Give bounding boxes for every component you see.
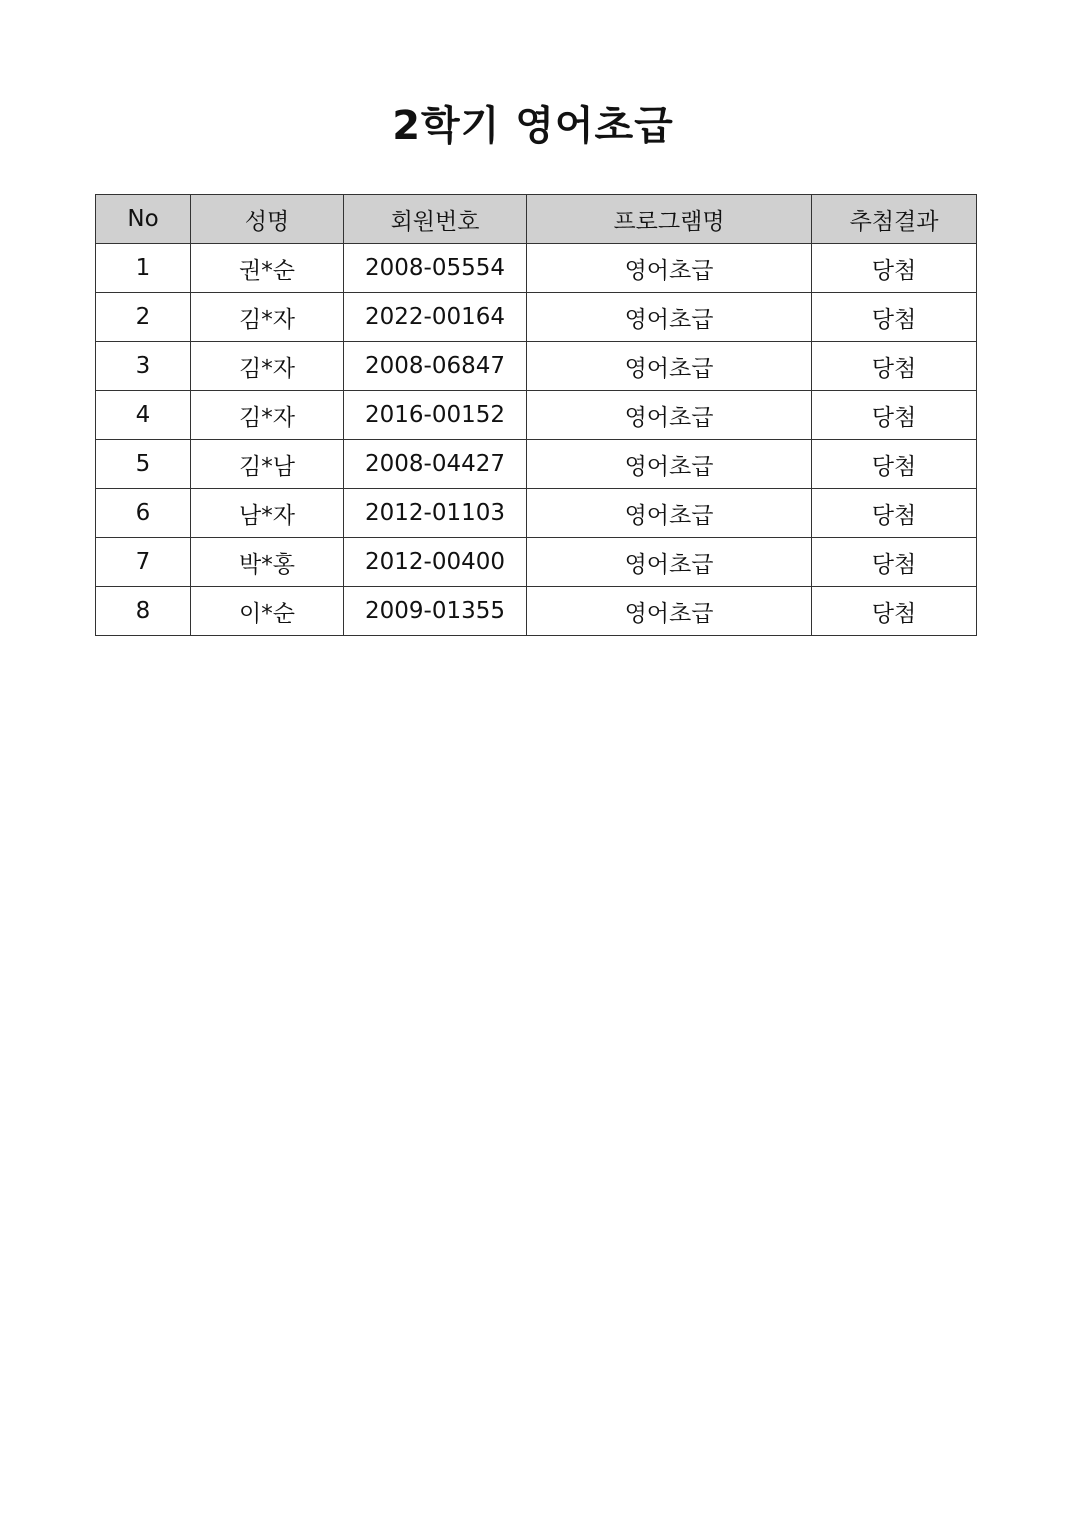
table-row [96,440,977,489]
table-row [96,391,977,440]
table-row [96,342,977,391]
cell-member-number: 2008-04427 [344,440,527,489]
cell-lottery-result: 당첨 [812,342,977,391]
cell-member-number: 2022-00164 [344,293,527,342]
lottery-result-table [95,194,977,636]
cell-no: 1 [96,244,191,293]
cell-no: 5 [96,440,191,489]
table-row [96,489,977,538]
cell-lottery-result: 당첨 [812,391,977,440]
cell-no: 3 [96,342,191,391]
cell-name: 김*남 [191,440,344,489]
cell-member-number: 2016-00152 [344,391,527,440]
cell-lottery-result: 당첨 [812,587,977,636]
cell-member-number: 2008-05554 [344,244,527,293]
header-lottery-result: 추첨결과 [812,195,977,244]
cell-name: 권*순 [191,244,344,293]
cell-lottery-result: 당첨 [812,293,977,342]
header-name: 성명 [191,195,344,244]
cell-name: 김*자 [191,342,344,391]
header-no: No [96,195,191,244]
cell-member-number: 2009-01355 [344,587,527,636]
cell-no: 6 [96,489,191,538]
cell-lottery-result: 당첨 [812,538,977,587]
cell-lottery-result: 당첨 [812,440,977,489]
cell-no: 4 [96,391,191,440]
cell-name: 이*순 [191,587,344,636]
cell-program-name: 영어초급 [527,342,812,391]
table-row [96,587,977,636]
table-header-row [96,195,977,244]
cell-member-number: 2012-01103 [344,489,527,538]
cell-name: 박*홍 [191,538,344,587]
page-title: 2학기 영어초급 [392,103,674,149]
table-row [96,293,977,342]
cell-program-name: 영어초급 [527,440,812,489]
cell-no: 2 [96,293,191,342]
header-member-number: 회원번호 [344,195,527,244]
cell-program-name: 영어초급 [527,293,812,342]
cell-member-number: 2012-00400 [344,538,527,587]
cell-program-name: 영어초급 [527,587,812,636]
cell-no: 7 [96,538,191,587]
cell-member-number: 2008-06847 [344,342,527,391]
table-row [96,538,977,587]
cell-program-name: 영어초급 [527,489,812,538]
cell-lottery-result: 당첨 [812,244,977,293]
cell-name: 김*자 [191,293,344,342]
cell-program-name: 영어초급 [527,391,812,440]
cell-name: 남*자 [191,489,344,538]
cell-program-name: 영어초급 [527,244,812,293]
cell-no: 8 [96,587,191,636]
cell-lottery-result: 당첨 [812,489,977,538]
cell-program-name: 영어초급 [527,538,812,587]
header-program-name: 프로그램명 [527,195,812,244]
cell-name: 김*자 [191,391,344,440]
table-row [96,244,977,293]
